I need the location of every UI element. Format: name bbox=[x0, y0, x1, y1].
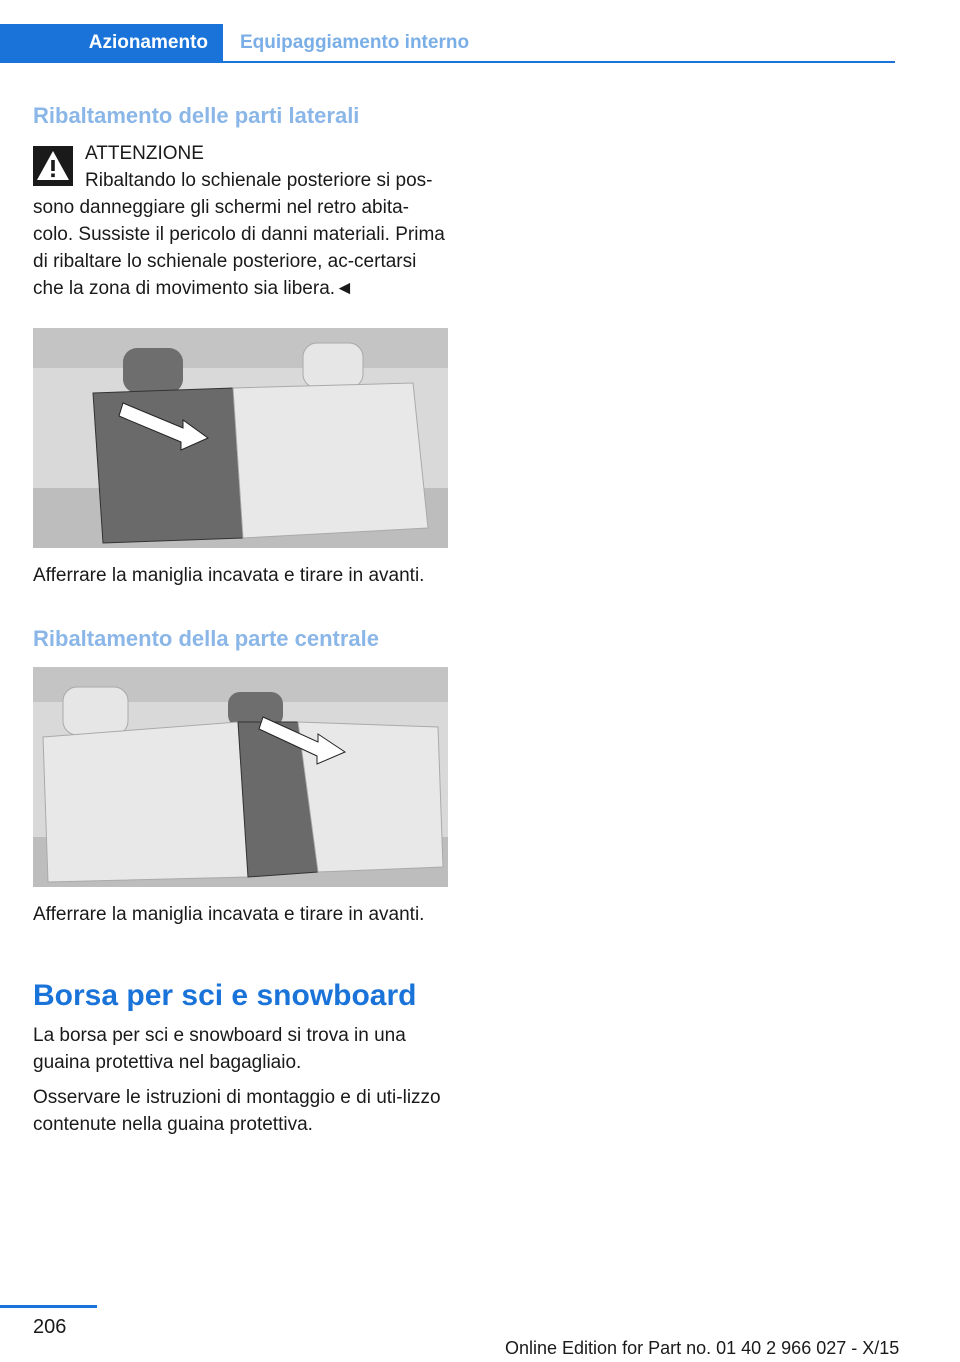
page-number: 206 bbox=[33, 1316, 67, 1338]
tab-azionamento[interactable]: Azionamento bbox=[0, 24, 223, 62]
header-rule bbox=[0, 61, 895, 63]
section-title-side: Ribaltamento delle parti laterali bbox=[33, 103, 360, 128]
page-header bbox=[0, 24, 895, 62]
warning-heading: ATTENZIONE bbox=[85, 143, 204, 164]
footer-rule bbox=[0, 1305, 97, 1308]
page-content bbox=[33, 100, 448, 1138]
ski-bag-paragraph-1: La borsa per sci e snowboard si trova in una guaina protettiva nel bagagliaio. bbox=[33, 1025, 406, 1073]
warning-triangle-icon bbox=[33, 146, 73, 186]
tab-equipaggiamento-interno[interactable]: Equipaggiamento interno bbox=[240, 32, 470, 53]
edition-text: Online Edition for Part no. 01 40 2 966 027 - X/15 bbox=[505, 1338, 900, 1358]
section-title-ski-bag: Borsa per sci e snowboard bbox=[33, 979, 417, 1012]
warning-line1: Ribaltando lo schienale posteriore si pos- bbox=[85, 170, 433, 191]
rear-seat-center-fold-image bbox=[33, 667, 448, 887]
ski-bag-paragraph-2: Osservare le istruzioni di montaggio e di uti-lizzo contenute nella guaina protettiva. bbox=[33, 1087, 441, 1135]
rear-seat-side-fold-image bbox=[33, 328, 448, 548]
caption-side: Afferrare la maniglia incavata e tirare in avanti. bbox=[33, 565, 425, 586]
warning-body: sono danneggiare gli schermi nel retro abita-colo. Sussiste il pericolo di danni materiali. Prima di ribaltare lo schienale posteriore, ac-certarsi che la zona di movimento sia libera.◄ bbox=[33, 197, 445, 299]
caption-center: Afferrare la maniglia incavata e tirare in avanti. bbox=[33, 904, 425, 925]
section-title-center: Ribaltamento della parte centrale bbox=[33, 626, 379, 651]
warning-block bbox=[33, 140, 448, 302]
